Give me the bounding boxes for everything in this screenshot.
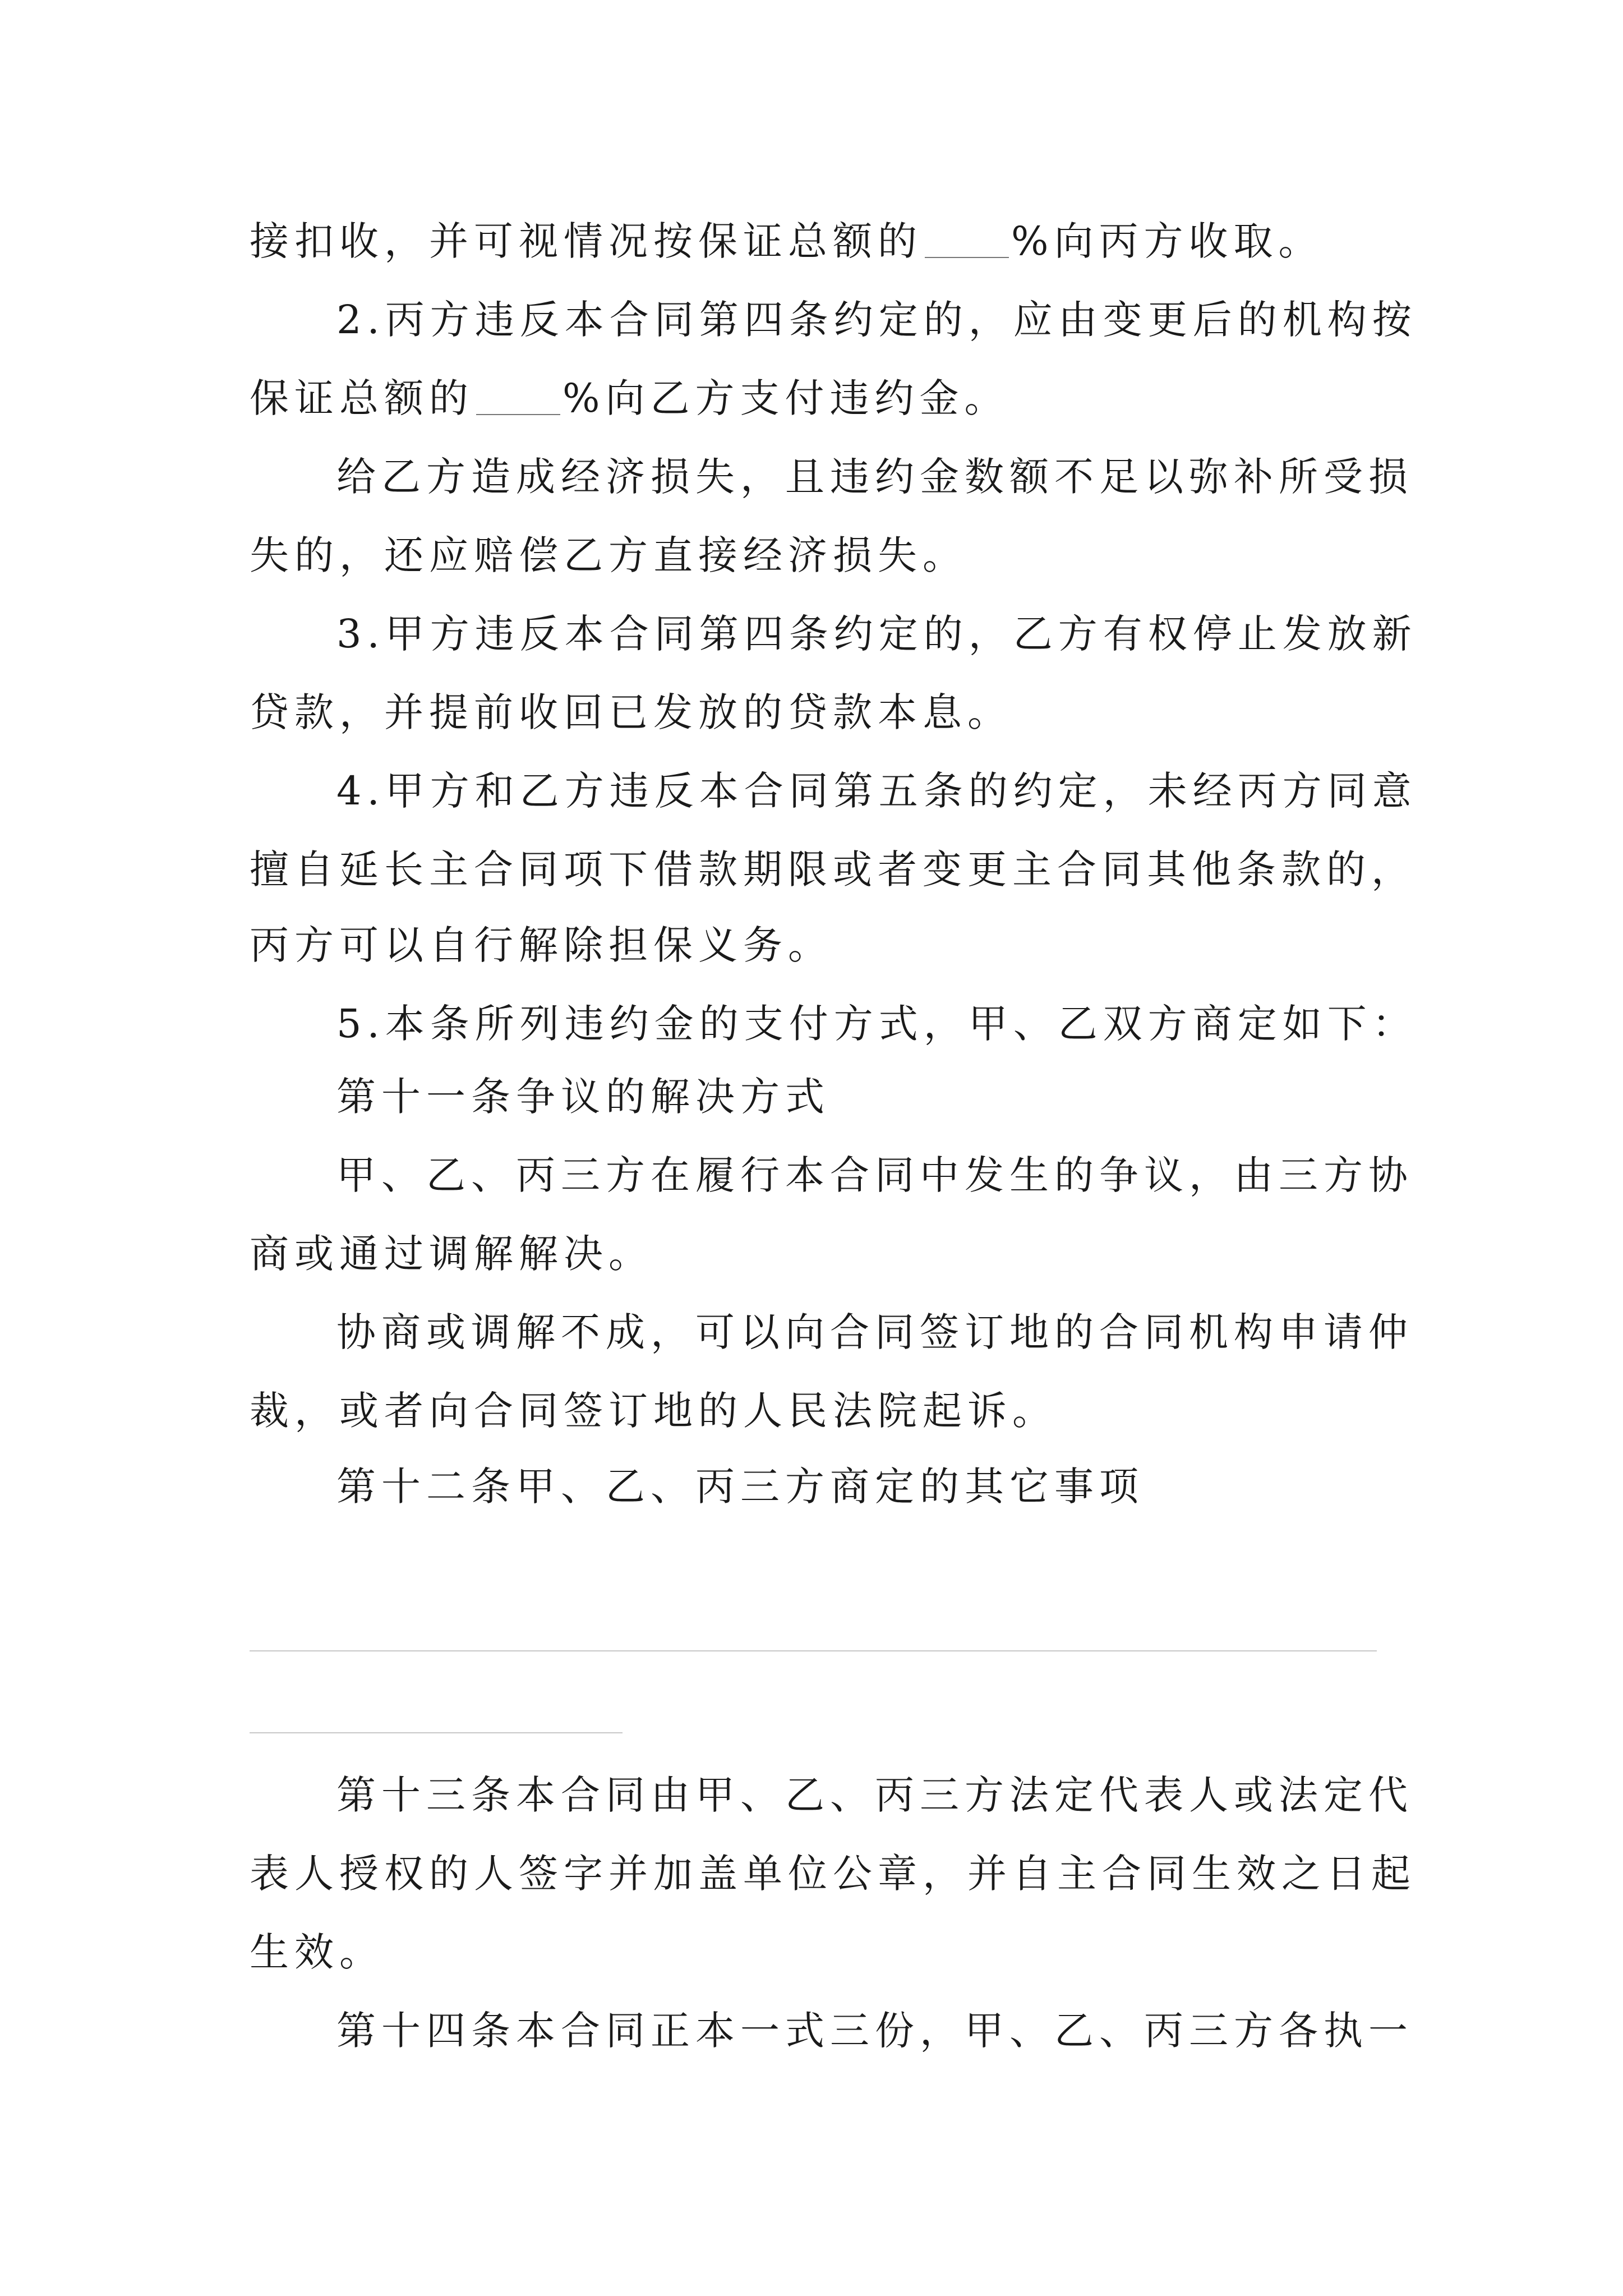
fill-in-blank [925,218,1009,258]
paragraph-line: 甲、乙、丙三方在履行本合同中发生的争议，由三方协 [336,1152,1413,1198]
paragraph-line-1 [250,213,1324,269]
article-14-line-1: 第十四条本合同正本一式三份，甲、乙、丙三方各执一 [336,2008,1413,2054]
text-segment: %向丙方收取。 [1011,218,1324,264]
text-segment: 保证总额的 [250,375,474,421]
clause-4-line-1: 4.甲方和乙方违反本合同第五条的约定，未经丙方同意 [336,768,1417,814]
paragraph-line: 裁，或者向合同签订地的人民法院起诉。 [250,1388,1057,1434]
paragraph-line: 商或通过调解解决。 [250,1231,653,1277]
article-13-line-2: 表人授权的人签字并加盖单位公章，并自主合同生效之日起 [250,1851,1416,1897]
clause-4-line-2: 擅自延长主合同项下借款期限或者变更主合同其他条款的， [250,846,1416,892]
fill-in-blank [476,375,560,415]
text-segment: 接扣收，并可视情况按保证总额的 [250,218,923,264]
clause-2-line-1: 2.丙方违反本合同第四条约定的，应由变更后的机构按 [336,297,1417,343]
clause-3-line-2: 贷款，并提前收回已发放的贷款本息。 [250,689,1012,735]
text-segment: %向乙方支付违约金。 [562,375,1009,421]
clause-4-line-3: 丙方可以自行解除担保义务。 [250,922,833,968]
paragraph-line: 给乙方造成经济损失，且违约金数额不足以弥补所受损 [336,454,1413,500]
clause-2-line-2 [250,370,1009,426]
clause-5-line-1: 5.本条所列违约金的支付方式，甲、乙双方商定如下： [336,1001,1417,1047]
article-13-line-3: 生效。 [250,1929,384,1975]
paragraph-line: 协商或调解不成，可以向合同签订地的合同机构申请仲 [336,1309,1413,1355]
article-12-heading: 第十二条甲、乙、丙三方商定的其它事项 [336,1464,1144,1510]
blank-fill-line [250,1732,623,1733]
article-11-heading: 第十一条争议的解决方式 [336,1074,830,1120]
blank-fill-line [250,1650,1377,1651]
clause-3-line-1: 3.甲方违反本合同第四条约定的，乙方有权停止发放新 [336,611,1417,657]
paragraph-line: 失的，还应赔偿乙方直接经济损失。 [250,532,967,578]
article-13-line-1: 第十三条本合同由甲、乙、丙三方法定代表人或法定代 [336,1772,1413,1818]
